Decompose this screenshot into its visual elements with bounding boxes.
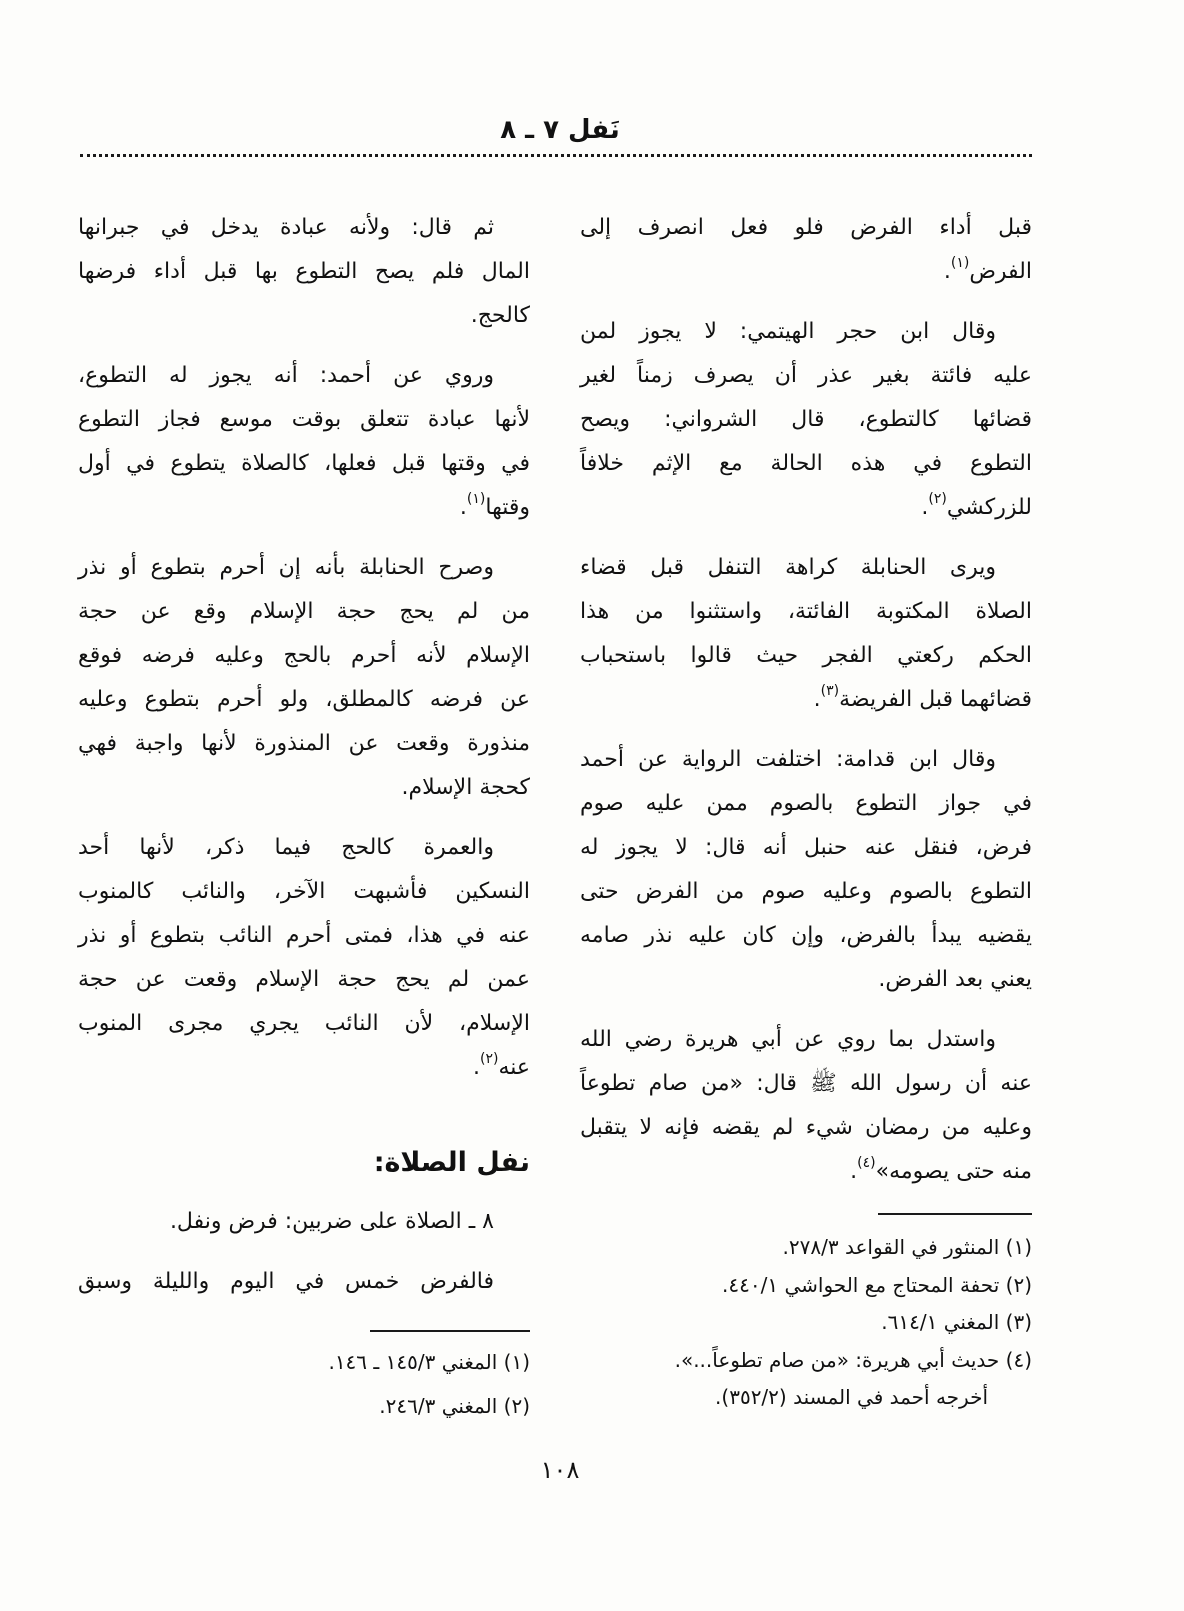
footnote-separator xyxy=(878,1213,1032,1215)
right-column xyxy=(580,206,1032,1210)
paragraph-line: في وقتها قبل فعلها، كالصلاة يتطوع في أول xyxy=(78,451,530,476)
paragraph-line: قضائها كالتطوع، قال الشرواني: ويصح xyxy=(580,407,1032,432)
paragraph-line: وقال ابن حجر الهيتمي: لا يجوز لمن xyxy=(580,319,996,344)
paragraph-line: يعني بعد الفرض. xyxy=(878,967,1032,992)
paragraph xyxy=(78,546,530,810)
line-punct: . xyxy=(459,495,467,520)
paragraph xyxy=(580,310,1032,530)
line-text: منه حتى يصومه» xyxy=(875,1159,1032,1184)
paragraph-line xyxy=(78,1046,530,1090)
paragraph-line xyxy=(580,486,1032,530)
paragraph xyxy=(78,826,530,1090)
paragraph xyxy=(580,1018,1032,1194)
line-punct: . xyxy=(813,687,821,712)
line-text: للزركشي xyxy=(946,495,1032,520)
running-head: نَفل ٧ ـ ٨ xyxy=(500,115,620,145)
footnote-ref: (٢) xyxy=(928,491,947,507)
paragraph-line: التطوع في هذه الحالة مع الإثم خلافاً xyxy=(580,451,1032,476)
paragraph-line: لأنها عبادة تتعلق بوقت موسع فجاز التطوع xyxy=(78,407,530,432)
dotted-separator xyxy=(80,154,1032,157)
right-footnotes xyxy=(580,1229,1032,1417)
line-punct: . xyxy=(850,1159,858,1184)
paragraph-line: كالحج. xyxy=(470,303,530,328)
paragraph-line: النسكين فأشبهت الآخر، والنائب كالمنوب xyxy=(78,879,530,904)
line-text: عنه xyxy=(498,1055,530,1080)
paragraph-line: فرض، فنقل عنه حنبل أنه قال: لا يجوز له xyxy=(580,835,1032,860)
paragraph xyxy=(78,354,530,530)
paragraph-line: والعمرة كالحج فيما ذكر، لأنها أحد xyxy=(78,835,494,860)
paragraph-line: منذورة وقعت عن المنذورة لأنها واجبة فهي xyxy=(78,731,530,756)
paragraph-line xyxy=(580,678,1032,722)
paragraph-line: الحكم ركعتي الفجر حيث قالوا باستحباب xyxy=(580,643,1032,668)
paragraph xyxy=(78,206,530,338)
paragraph-line: من لم يحج حجة الإسلام وقع عن حجة xyxy=(78,599,530,624)
line-text: وقتها xyxy=(485,495,530,520)
paragraph xyxy=(580,546,1032,722)
left-footnotes xyxy=(78,1340,530,1428)
page-number: ١٠٨ xyxy=(540,1456,580,1484)
line-punct: . xyxy=(472,1055,480,1080)
paragraph-line: الصلاة المكتوبة الفائتة، واستثنوا من هذا xyxy=(580,599,1032,624)
paragraph xyxy=(78,1200,530,1244)
footnote-separator xyxy=(370,1330,530,1332)
paragraph-line: ويرى الحنابلة كراهة التنفل قبل قضاء xyxy=(580,555,996,580)
footnote-ref: (٢) xyxy=(479,1051,499,1067)
paragraph-line: الإسلام لأنه أحرم بالحج وعليه فرضه فوقع xyxy=(78,643,530,668)
paragraph-line: قبل أداء الفرض فلو فعل انصرف إلى xyxy=(580,215,1032,240)
paragraph-line: التطوع بالصوم وعليه صوم من الفرض حتى xyxy=(580,879,1032,904)
paragraph xyxy=(78,1260,530,1304)
paragraph-line: واستدل بما روي عن أبي هريرة رضي الله xyxy=(580,1027,996,1052)
line-punct: . xyxy=(943,259,951,284)
paragraph-line: ٨ ـ الصلاة على ضربين: فرض ونفل. xyxy=(169,1209,494,1234)
line-punct: . xyxy=(921,495,929,520)
paragraph-line: عن فرضه كالمطلق، ولو أحرم بتطوع وعليه xyxy=(78,687,530,712)
paragraph-line: ثم قال: ولأنه عبادة يدخل في جبرانها xyxy=(78,215,494,240)
paragraph-line: عمن لم يحج حجة الإسلام وقعت عن حجة xyxy=(78,967,530,992)
paragraph-line: في جواز التطوع بالصوم ممن عليه صوم xyxy=(580,791,1032,816)
footnote-ref: (٤) xyxy=(857,1155,876,1171)
footnote: (٣) المغني ٦١٤/١. xyxy=(881,1310,1032,1334)
paragraph-line: وصرح الحنابلة بأنه إن أحرم بتطوع أو نذر xyxy=(78,555,494,580)
paragraph xyxy=(580,738,1032,1002)
paragraph-line: كحجة الإسلام. xyxy=(401,775,530,800)
footnote-ref: (٣) xyxy=(820,683,840,699)
footnote-ref: (١) xyxy=(466,491,486,507)
paragraph-line: الإسلام، لأن النائب يجري مجرى المنوب xyxy=(78,1011,530,1036)
paragraph-line: عليه فائتة بغير عذر أن يصرف زمناً لغير xyxy=(580,363,1032,388)
footnote: (٢) تحفة المحتاج مع الحواشي ٤٤٠/١. xyxy=(722,1272,1032,1297)
line-text: قضائهما قبل الفريضة xyxy=(839,687,1032,712)
footnote-continuation: أخرجه أحمد في المسند (٣٥٢/٢). xyxy=(715,1385,988,1409)
footnote: (١) المنثور في القواعد ٢٧٨/٣. xyxy=(782,1235,1032,1259)
footnote: (٤) حديث أبي هريرة: «من صام تطوعاً...». xyxy=(674,1347,1032,1372)
paragraph-line: عنه في هذا، فمتى أحرم النائب بتطوع أو نذر xyxy=(78,923,530,948)
footnote: (١) المغني ١٤٥/٣ ـ ١٤٦. xyxy=(328,1350,530,1374)
paragraph-line: يقضيه يبدأ بالفرض، وإن كان عليه نذر صامه xyxy=(580,923,1032,948)
paragraph-line: فالفرض خمس في اليوم والليلة وسبق xyxy=(78,1269,494,1294)
paragraph-line: المال فلم يصح التطوع بها قبل أداء فرضها xyxy=(78,259,530,284)
paragraph-line xyxy=(580,250,1032,294)
paragraph-line: وروي عن أحمد: أنه يجوز له التطوع، xyxy=(78,363,494,388)
paragraph-line xyxy=(78,486,530,530)
paragraph-line: عنه أن رسول الله ﷺ قال: «من صام تطوعاً xyxy=(580,1071,1032,1096)
paragraph xyxy=(580,206,1032,294)
paragraph-line xyxy=(580,1150,1032,1194)
footnote: (٢) المغني ٢٤٦/٣. xyxy=(379,1394,530,1418)
left-column xyxy=(78,206,530,1320)
paragraph-line: وعليه من رمضان شيء لم يقضه فإنه لا يتقبل xyxy=(580,1115,1032,1140)
paragraph-line: وقال ابن قدامة: اختلفت الرواية عن أحمد xyxy=(580,747,996,772)
line-text: الفرض xyxy=(969,259,1032,284)
section-heading: نفل الصلاة: xyxy=(373,1147,530,1178)
footnote-ref: (١) xyxy=(950,255,970,271)
